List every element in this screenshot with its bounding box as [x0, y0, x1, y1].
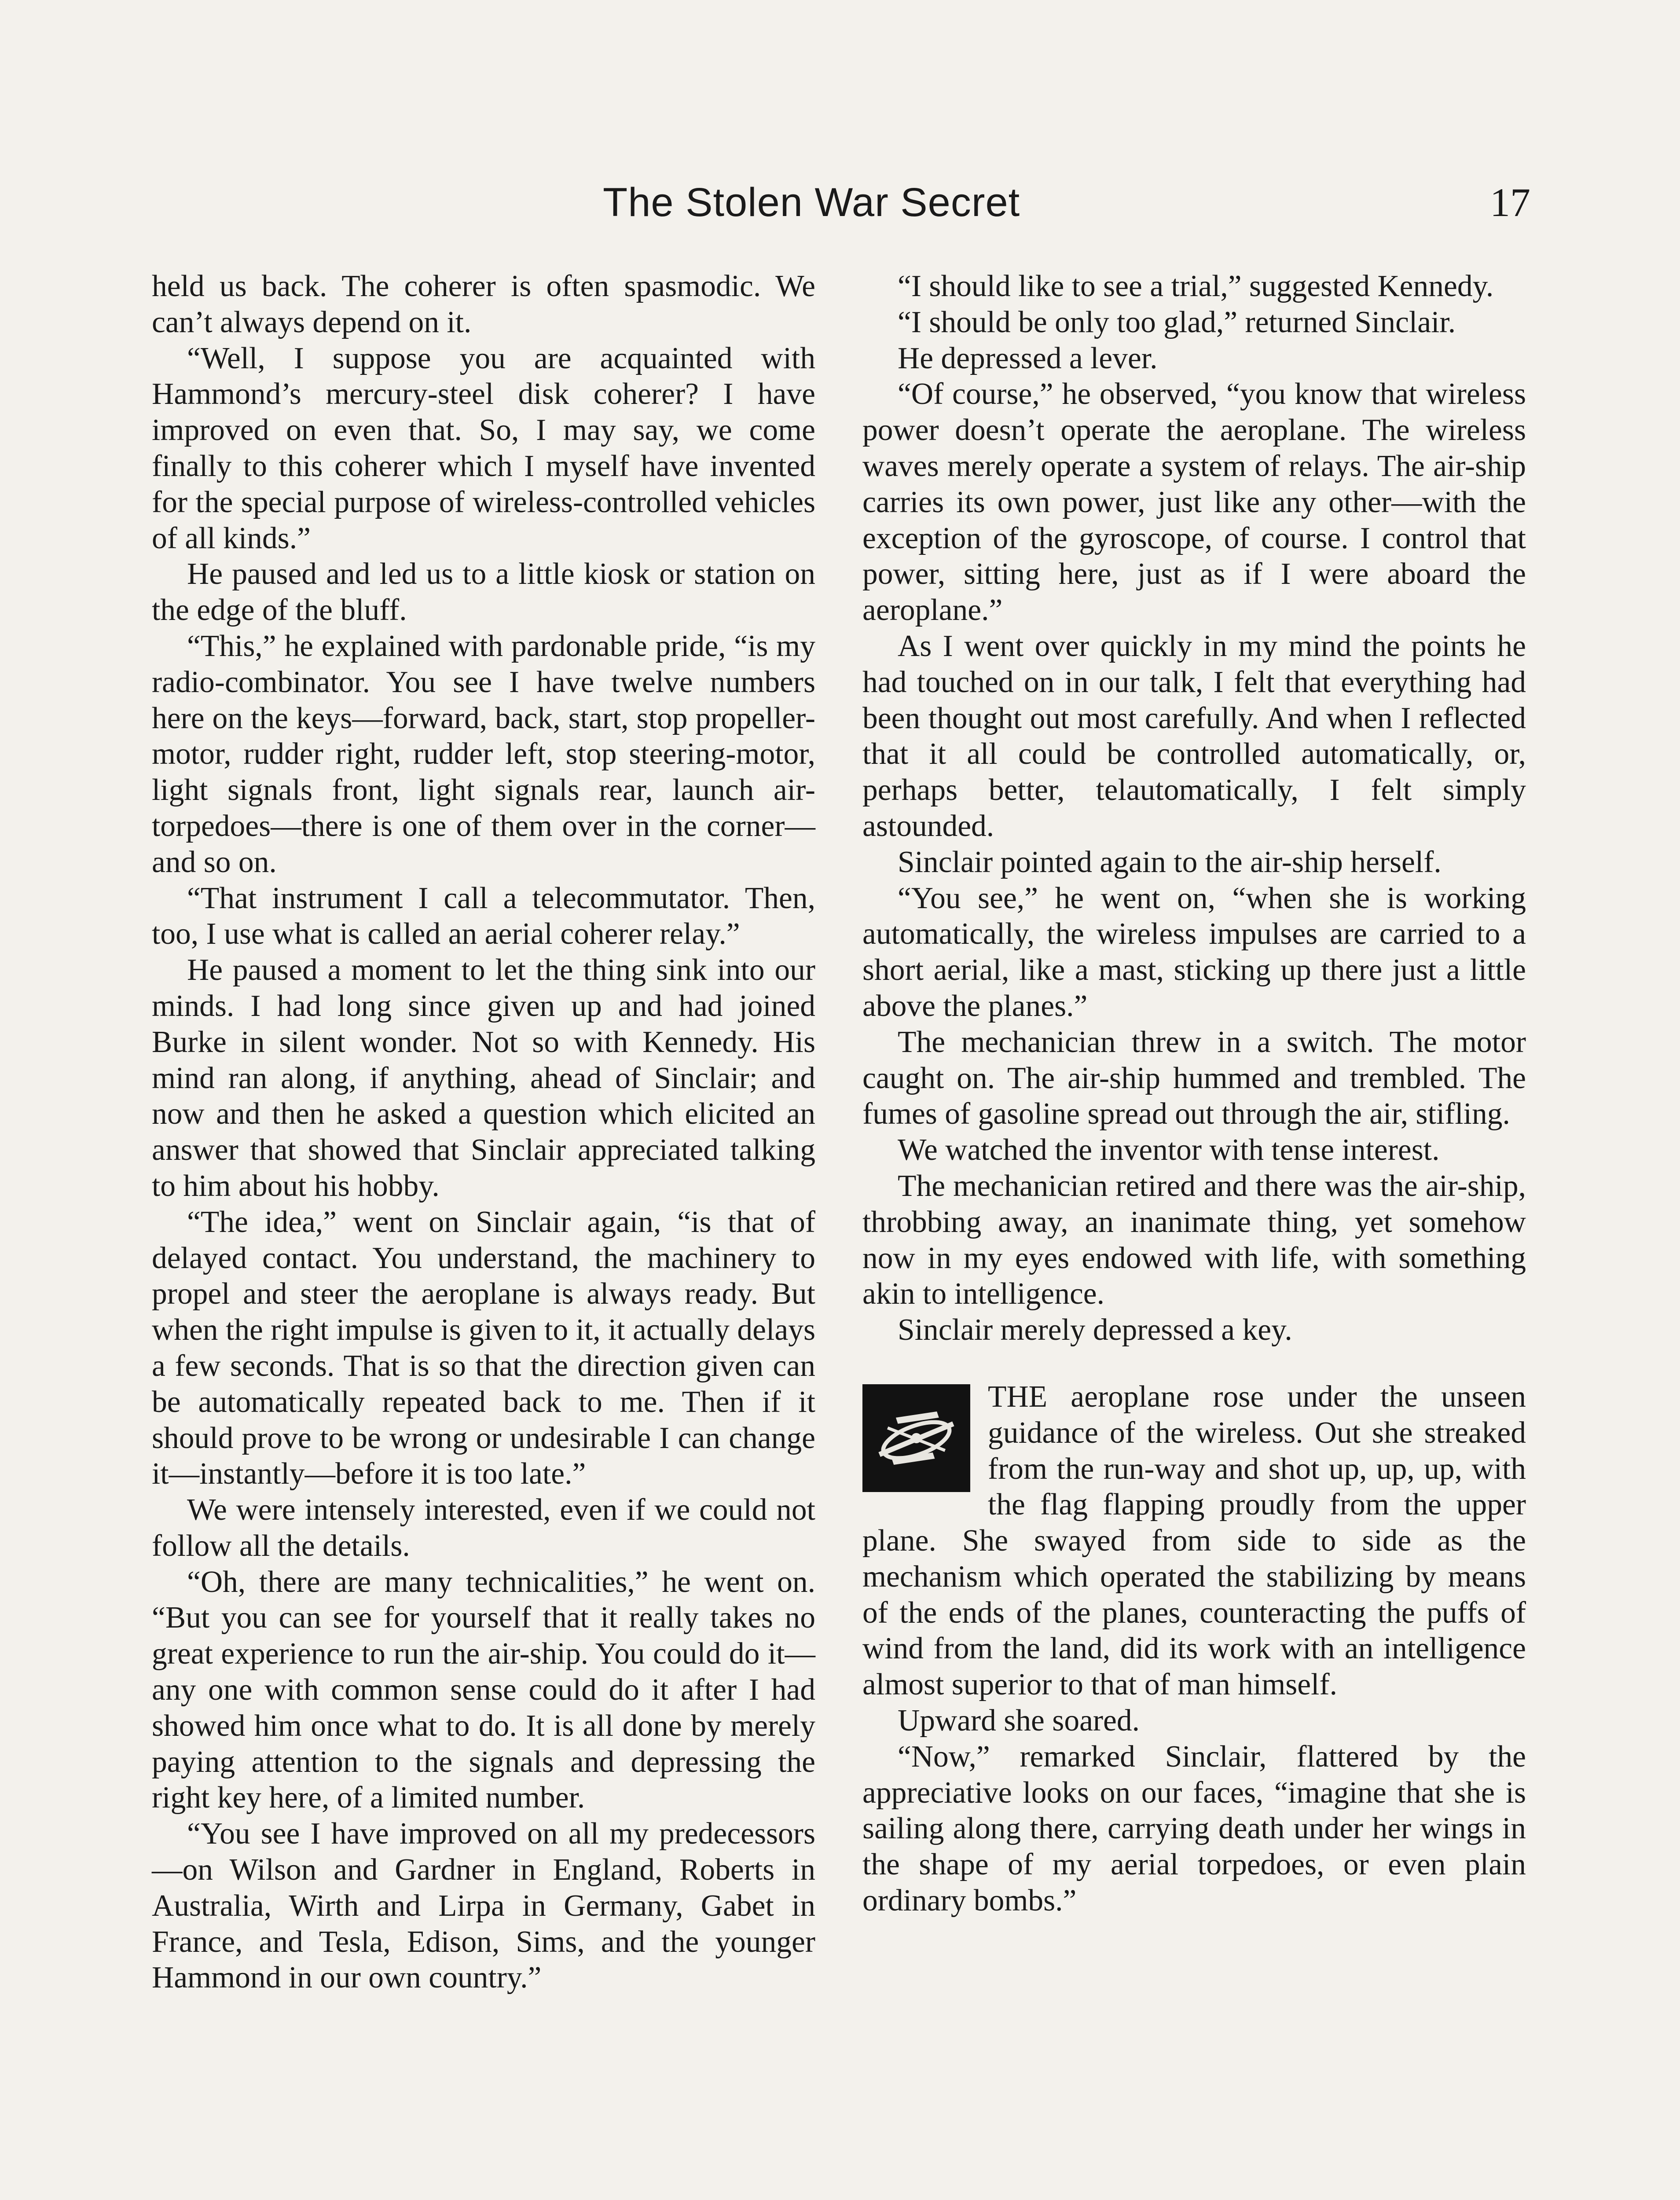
- paragraph: THE aeroplane rose under the unseen guidance of the wireless. Out she streaked from the run-way and shot up, up, up, with the flag flapping proudly from the upper plane. She swayed from side to side as the mechanism which operated the stabilizing by means of the ends of the planes, counteracting the puffs of wind from the land, did its work with an intelligence almost superior to that of man himself.: [862, 1379, 1526, 1702]
- paragraph: “That instrument I call a telecommutator. Then, too, I use what is called an aerial coherer relay.”: [152, 881, 815, 951]
- paragraph: Sinclair pointed again to the air-ship herself.: [898, 845, 1442, 879]
- paragraph: “Well, I suppose you are acquainted with Hammond’s mercury-steel disk coherer? I have improved on even that. So, I may say, we come finally to this coherer which I myself have invented for the special purpose of wireless-controlled vehicles of all kinds.”: [152, 341, 815, 555]
- paragraph: As I went over quickly in my mind the points he had touched on in our talk, I felt that everything had been thought out most carefully. And when I reflected that it all could be controlled automatically, or, perhaps better, telautomatically, I felt simply astounded.: [862, 629, 1526, 843]
- running-title: The Stolen War Secret: [603, 180, 1020, 225]
- paragraph: held us back. The coherer is often spasmodic. We can’t always depend on it.: [152, 269, 815, 339]
- paragraph: “The idea,” went on Sinclair again, “is that of delayed contact. You understand, the machinery to propel and steer the aeroplane is always ready. But when the right impulse is given to it, it actually delays a few seconds. That is so that the direction given can be automatically repeated back to me. Then if it should prove to be wrong or undesirable I can change it—instantly—before it is too late.”: [152, 1205, 815, 1491]
- paragraph: “Of course,” he observed, “you know that wireless power doesn’t operate the aeroplane. The wireless waves merely operate a system of relays. The air-ship carries its own power, just like any other—with the exception of the gyroscope, of course. I control that power, sitting here, just as if I were aboard the aeroplane.”: [862, 377, 1526, 627]
- paragraph: The mechanician retired and there was the air-ship, throbbing away, an inanimate thing, yet somehow now in my eyes endowed with life, with something akin to intelligence.: [862, 1169, 1526, 1311]
- paragraph: We were intensely interested, even if we could not follow all the details.: [152, 1493, 815, 1563]
- section-break: [862, 1379, 1526, 1703]
- page-number: 17: [1490, 180, 1530, 225]
- paragraph: Upward she soared.: [898, 1704, 1140, 1738]
- paragraph: He depressed a lever.: [898, 341, 1158, 375]
- right-column: [862, 268, 1526, 1919]
- paragraph: Sinclair merely depressed a key.: [898, 1313, 1292, 1347]
- paragraph: “Oh, there are many technicalities,” he went on. “But you can see for yourself that it really takes no great experience to run the air-ship. You could do it—any one with common sense could do it after I had showed him once what to do. It is all done by merely paying attention to the signals and depressing the right key here, of a limited number.: [152, 1565, 815, 1815]
- paragraph: “I should like to see a trial,” suggested Kennedy.: [898, 269, 1494, 303]
- aeroplane-icon: [862, 1384, 970, 1492]
- paragraph: “This,” he explained with pardonable pride, “is my radio-combinator. You see I have twelve numbers here on the keys—forward, back, start, stop propeller-motor, rudder right, rudder left, stop steering-motor, light signals front, light signals rear, launch air-torpedoes—there is one of them over in the corner—and so on.: [152, 629, 815, 879]
- paragraph: He paused and led us to a little kiosk or station on the edge of the bluff.: [152, 557, 815, 627]
- paragraph: The mechanician threw in a switch. The motor caught on. The air-ship hummed and trembled. The fumes of gasoline spread out through the air, stifling.: [862, 1025, 1526, 1131]
- paragraph: “Now,” remarked Sinclair, flattered by the appreciative looks on our faces, “imagine that she is sailing along there, carrying death under her wings in the shape of my aerial torpedoes, or even plain ordinary bombs.”: [862, 1739, 1526, 1918]
- paragraph: He paused a moment to let the thing sink into our minds. I had long since given up and had joined Burke in silent wonder. Not so with Kennedy. His mind ran along, if anything, ahead of Sinclair; and now and then he asked a question which elicited an answer that showed that Sinclair appreciated talking to him about his hobby.: [152, 953, 815, 1203]
- left-column: [152, 268, 815, 1996]
- paragraph: “I should be only too glad,” returned Sinclair.: [898, 305, 1456, 339]
- paragraph: We watched the inventor with tense interest.: [898, 1133, 1440, 1167]
- paragraph: “You see I have improved on all my predecessors—on Wilson and Gardner in England, Roberts in Australia, Wirth and Lirpa in Germany, Gabet in France, and Tesla, Edison, Sims, and the younger Hammond in our own country.”: [152, 1817, 815, 1995]
- paragraph: “You see,” he went on, “when she is working automatically, the wireless impulses are carried to a short aerial, like a mast, sticking up there just a little above the planes.”: [862, 881, 1526, 1023]
- running-header: [0, 176, 1680, 229]
